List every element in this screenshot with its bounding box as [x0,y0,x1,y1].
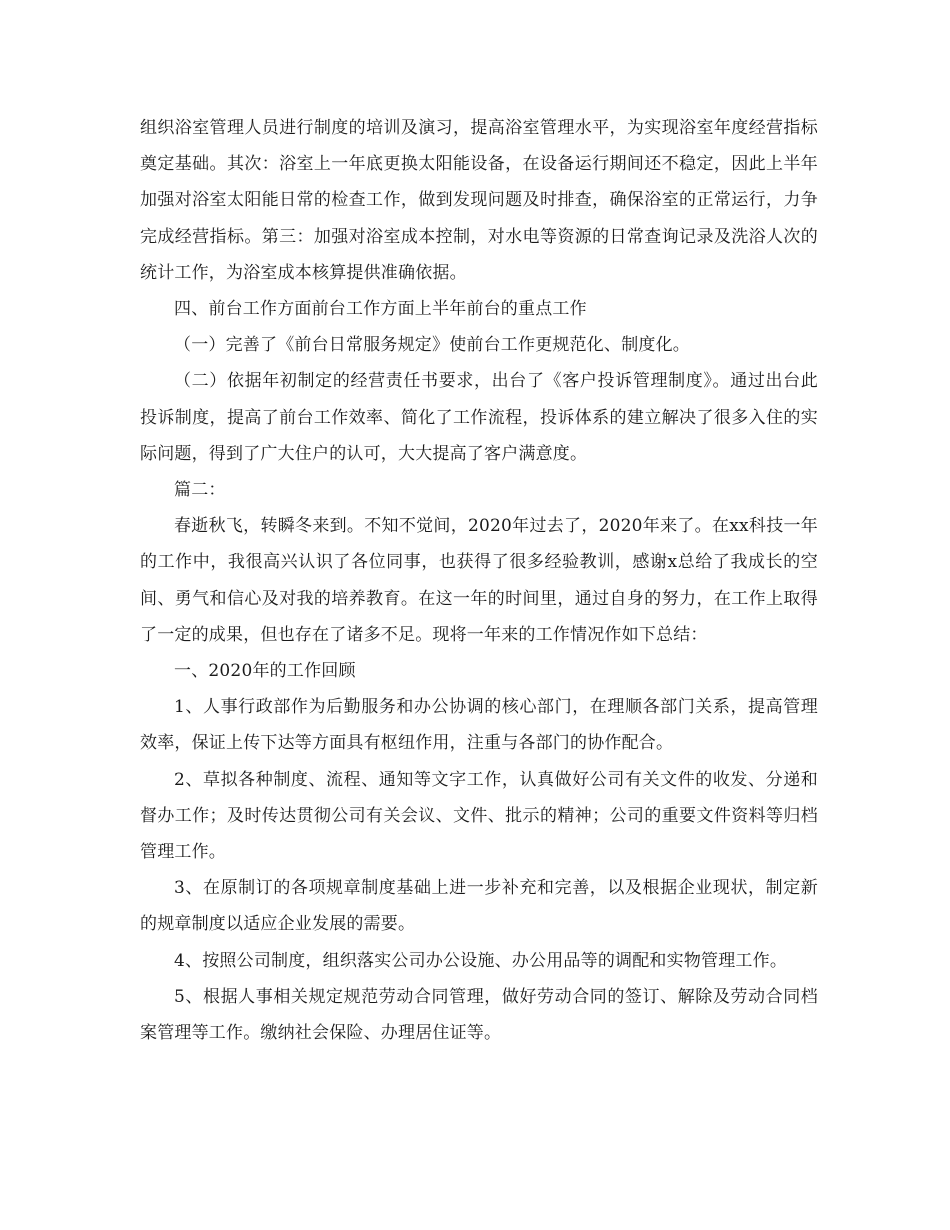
list-item-review-4: 4、按照公司制度，组织落实公司办公设施、办公用品等的调配和实物管理工作。 [174,950,788,971]
list-item-review-2: 2、草拟各种制度、流程、通知等文字工作，认真做好公司有关文件的收发、分递和督办工作；及时传达贯彻公司有关会议、文件、批示的精神；公司的重要文件资料等归档管理工作。 [140,769,818,863]
list-item-review-1: 1、人事行政部作为后勤服务和办公协调的核心部门，在理顺各部门关系，提高管理效率，保证上传下达等方面具有枢纽作用，注重与各部门的协作配合。 [140,697,818,754]
document-body [140,110,818,1051]
list-item-review-5: 5、根据人事相关规定规范劳动合同管理，做好劳动合同的签订、解除及劳动合同档案管理等工作。缴纳社会保险、办理居住证等。 [140,986,818,1044]
chapter-heading-part-two: 篇二： [174,480,226,501]
list-item-review-3: 3、在原制订的各项规章制度基础上进一步补充和完善，以及根据企业现状，制定新的规章制度以适应企业发展的需要。 [140,878,818,935]
paragraph-intro: 春逝秋飞，转瞬冬来到。不知不觉间，2020年过去了，2020年来了。在xx科技一年的工作中，我很高兴认识了各位同事，也获得了很多经验教训，感谢x总给了我成长的空间、勇气和信心及对我的培养教育。在这一年的时间里，通过自身的努力，在工作上取得了一定的成果，但也存在了诸多不足。现将一年来的工作情况作如下总结： [140,516,818,645]
section-heading-front-desk: 四、前台工作方面前台工作方面上半年前台的重点工作 [174,299,587,320]
list-item-front-desk-2: （二）依据年初制定的经营责任书要求，出台了《客户投诉管理制度》。通过出台此投诉制度，提高了前台工作效率、简化了工作流程，投诉体系的建立解决了很多入住的实际问题，得到了广大住户的认可，大大提高了客户满意度。 [140,371,818,464]
paragraph-bathhouse-management: 组织浴室管理人员进行制度的培训及演习，提高浴室管理水平，为实现浴室年度经营指标奠定基础。其次：浴室上一年底更换太阳能设备，在设备运行期间还不稳定，因此上半年加强对浴室太阳能日常的检查工作，做到发现问题及时排查，确保浴室的正常运行，力争完成经营指标。第三：加强对浴室成本控制，对水电等资源的日常查询记录及洗浴人次的统计工作，为浴室成本核算提供准确依据。 [140,118,818,283]
section-heading-review: 一、2020年的工作回顾 [174,661,356,682]
list-item-front-desk-1: （一）完善了《前台日常服务规定》使前台工作更规范化、制度化。 [174,335,690,356]
